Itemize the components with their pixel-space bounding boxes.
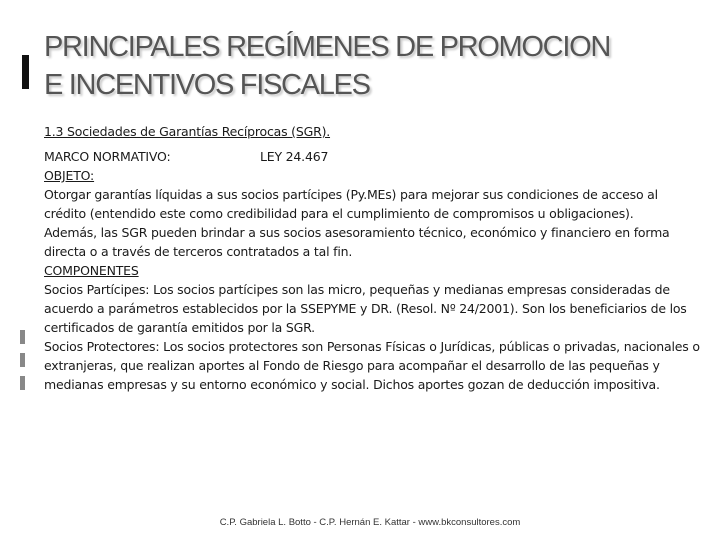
marco-normativo-row	[44, 147, 700, 166]
accent-bar-small	[20, 376, 25, 390]
componentes-heading: COMPONENTES	[44, 263, 139, 278]
title-line-2: E INCENTIVOS FISCALES	[44, 69, 370, 101]
participes-label: Socios Partícipes:	[44, 282, 150, 297]
section-subtitle: 1.3 Sociedades de Garantías Recíprocas (SGR).	[44, 124, 331, 139]
participes-text: Los socios partícipes son las micro, pequeñas y medianas empresas consideradas de acuerdo a parámetros establecidos por la SSEPYME y DR. (Resol. Nº 24/2001). Son los beneficiarios de los certificados de garantía emitidos por la SGR.	[44, 282, 687, 335]
page-title	[44, 28, 704, 104]
accent-bar-small	[20, 353, 25, 367]
objeto-heading: OBJETO:	[44, 168, 95, 183]
objeto-paragraph-2: Además, las SGR pueden brindar a sus socios asesoramiento técnico, económico y financiero en forma directa o a través de terceros contratados a tal fin.	[44, 225, 670, 259]
accent-bar-small	[20, 330, 25, 344]
protectores-label: Socios Protectores:	[44, 339, 160, 354]
marco-value: LEY 24.467	[260, 149, 329, 164]
objeto-paragraph-1: Otorgar garantías líquidas a sus socios partícipes (Py.MEs) para mejorar sus condiciones de acceso al crédito (entendido este como credibilidad para el cumplimiento de compromisos u obligaciones).	[44, 187, 658, 221]
protectores-paragraph	[44, 337, 700, 394]
slide-content	[44, 122, 700, 394]
accent-bar	[22, 55, 29, 89]
participes-paragraph	[44, 280, 700, 337]
footer-credits: C.P. Gabriela L. Botto - C.P. Hernán E. Kattar - www.bkconsultores.com	[219, 517, 521, 528]
title-line-1: PRINCIPALES REGÍMENES DE PROMOCION	[44, 31, 610, 63]
marco-label: MARCO NORMATIVO:	[44, 149, 171, 164]
protectores-text: Los socios protectores son Personas Físicas o Jurídicas, públicas o privadas, nacionales o extranjeras, que realizan aportes al Fondo de Riesgo para acompañar el desarrollo de las pequeñas y medianas empresas y su entorno económico y social. Dichos aportes gozan de deducción impositiva.	[44, 339, 700, 392]
